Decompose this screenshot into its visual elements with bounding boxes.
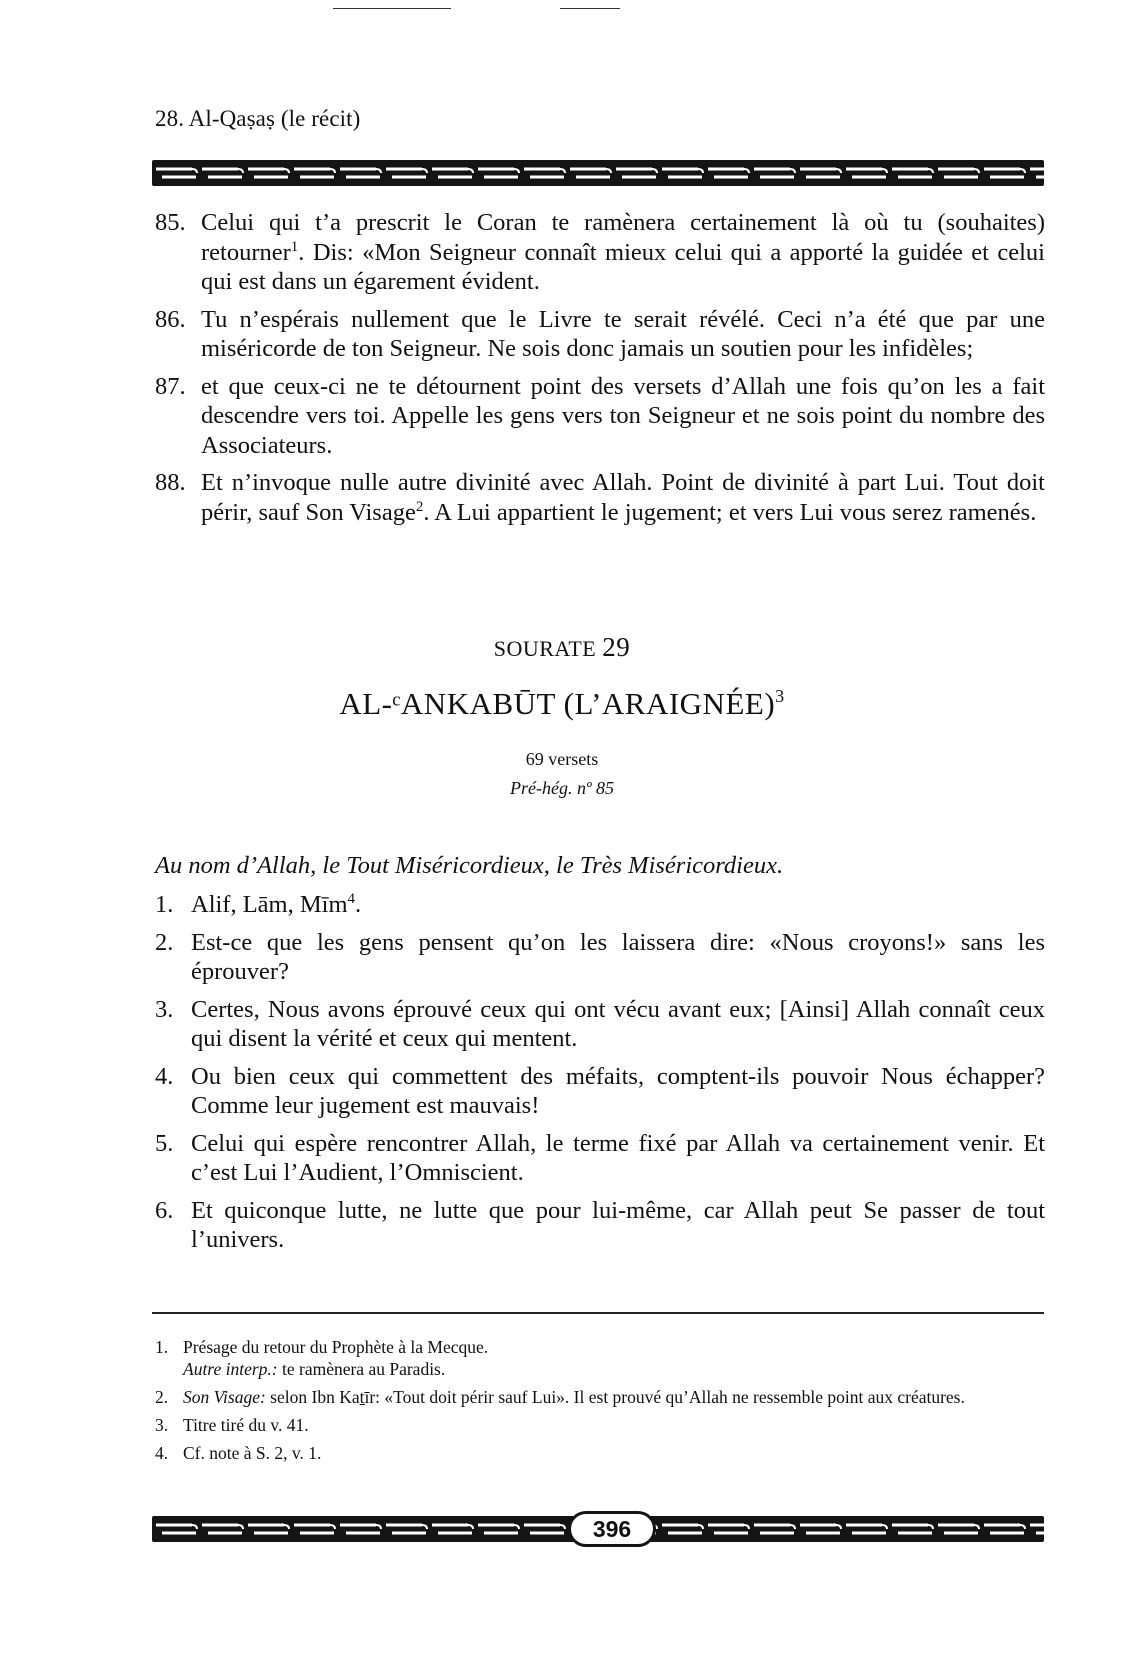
footnote-text: Présage du retour du Prophète à la Mecque. Autre interp.: te ramènera au Paradis. <box>183 1337 489 1379</box>
footnote-number: 3. <box>155 1415 169 1435</box>
scan-artifact-line <box>333 8 451 9</box>
verse-number: 88. <box>155 469 186 496</box>
scan-artifact-line <box>560 8 620 9</box>
footnote-ref: 3 <box>775 686 785 706</box>
verse-count: 69 versets <box>525 749 599 769</box>
footnote <box>155 1336 1045 1380</box>
verse-text: Alif, Lām, Mīm$^4$. <box>191 891 362 918</box>
footnotes <box>155 1336 1045 1470</box>
verse <box>155 208 1045 297</box>
footnote-divider <box>152 1312 1044 1314</box>
verse <box>155 928 1045 987</box>
ornament-pattern <box>152 160 1044 186</box>
verse-number: 1. <box>155 891 174 918</box>
verse <box>155 305 1045 364</box>
verse <box>155 1196 1045 1255</box>
verse-number: 86. <box>155 305 186 333</box>
verse-number: 6. <box>155 1196 174 1224</box>
verse-text: Est-ce que les gens pensent qu’on les laissera dire: «Nous croyons!» sans les éprouver? <box>191 928 1045 985</box>
footnote-ref: 1 <box>290 238 299 255</box>
verse-text: Ou bien ceux qui commettent des méfaits, comptent-ils pouvoir Nous échapper? Comme leur jugement est mauvais! <box>191 1062 1045 1119</box>
footnote-ref: 2 <box>415 498 424 515</box>
verse-text: et que ceux-ci ne te détournent point des versets d’Allah une fois qu’on les a fait descendre vers toi. Appelle les gens vers ton Seigneur et ne sois point du nombre des Associateurs. <box>201 372 1045 459</box>
ornamental-band-top <box>152 160 1044 186</box>
verse-text: Et quiconque lutte, ne lutte que pour lui-même, car Allah peut Se passer de tout l’univers. <box>191 1196 1045 1253</box>
verse-number: 4. <box>155 1062 174 1090</box>
chronology: Pré-hég. nº 85 <box>509 778 615 798</box>
verse <box>155 995 1045 1054</box>
sourate-label: SOURATE 29 <box>493 632 631 662</box>
verse <box>155 1062 1045 1121</box>
verse-number: 2. <box>155 928 174 956</box>
footnote-ref: 4 <box>347 891 356 907</box>
verse-text: Celui qui espère rencontrer Allah, le terme fixé par Allah va certainement venir. Et c’est Lui l’Audient, l’Omniscient. <box>191 1129 1045 1186</box>
verse-number: 85. <box>155 209 186 236</box>
verse-text: Certes, Nous avons éprouvé ceux qui ont vécu avant eux; [Ainsi] Allah connaît ceux qui disent la vérité et ceux qui mentent. <box>191 995 1045 1052</box>
footnote-text: Son Visage: selon Ibn Kaṯīr: «Tout doit périr sauf Lui». Il est prouvé qu’Allah ne ressemble point aux créatures. <box>183 1387 965 1407</box>
footnote <box>155 1442 1045 1464</box>
verse <box>155 468 1045 527</box>
sourate-title: AL-ᶜANKABŪT (L’ARAIGNÉE)$^3$ <box>339 686 785 721</box>
verse <box>155 372 1045 461</box>
verse-number: 3. <box>155 995 174 1023</box>
running-header: 28. Al-Qaṣaṣ (le récit) <box>155 106 361 131</box>
sourate-number: 29 <box>602 632 631 662</box>
verses-sourate-28 <box>155 208 1045 535</box>
verse-text: Tu n’espérais nullement que le Livre te serait révélé. Ceci n’a été que par une miséricorde de ton Seigneur. Ne sois donc jamais un soutien pour les infidèles; <box>201 305 1045 362</box>
basmala: Au nom d’Allah, le Tout Miséricordieux, le Très Miséricordieux. <box>155 852 784 879</box>
verse-text: Celui qui t’a prescrit le Coran te ramènera certainement là où tu (souhaites) retourner$^1$. Dis: «Mon Seigneur connaît mieux celui qui a apporté la guidée et celui qui est dans un égarement évident. <box>201 209 1045 295</box>
footnote <box>155 1414 1045 1436</box>
footnote-number: 1. <box>155 1337 169 1357</box>
verse-number: 87. <box>155 372 186 400</box>
footnote <box>155 1386 1045 1408</box>
footnote-text: Titre tiré du v. 41. <box>183 1415 309 1435</box>
verse <box>155 890 1045 920</box>
footnote-number: 4. <box>155 1443 169 1463</box>
footnote-number: 2. <box>155 1387 169 1407</box>
verse <box>155 1129 1045 1188</box>
verses-sourate-29 <box>155 890 1045 1263</box>
verse-text: Et n’invoque nulle autre divinité avec Allah. Point de divinité à part Lui. Tout doit périr, sauf Son Visage$^2$. A Lui appartient le jugement; et vers Lui vous serez ramenés. <box>201 469 1045 526</box>
page-number: 396 <box>568 1511 656 1547</box>
verse-number: 5. <box>155 1129 174 1157</box>
footnote-text: Cf. note à S. 2, v. 1. <box>183 1443 322 1463</box>
